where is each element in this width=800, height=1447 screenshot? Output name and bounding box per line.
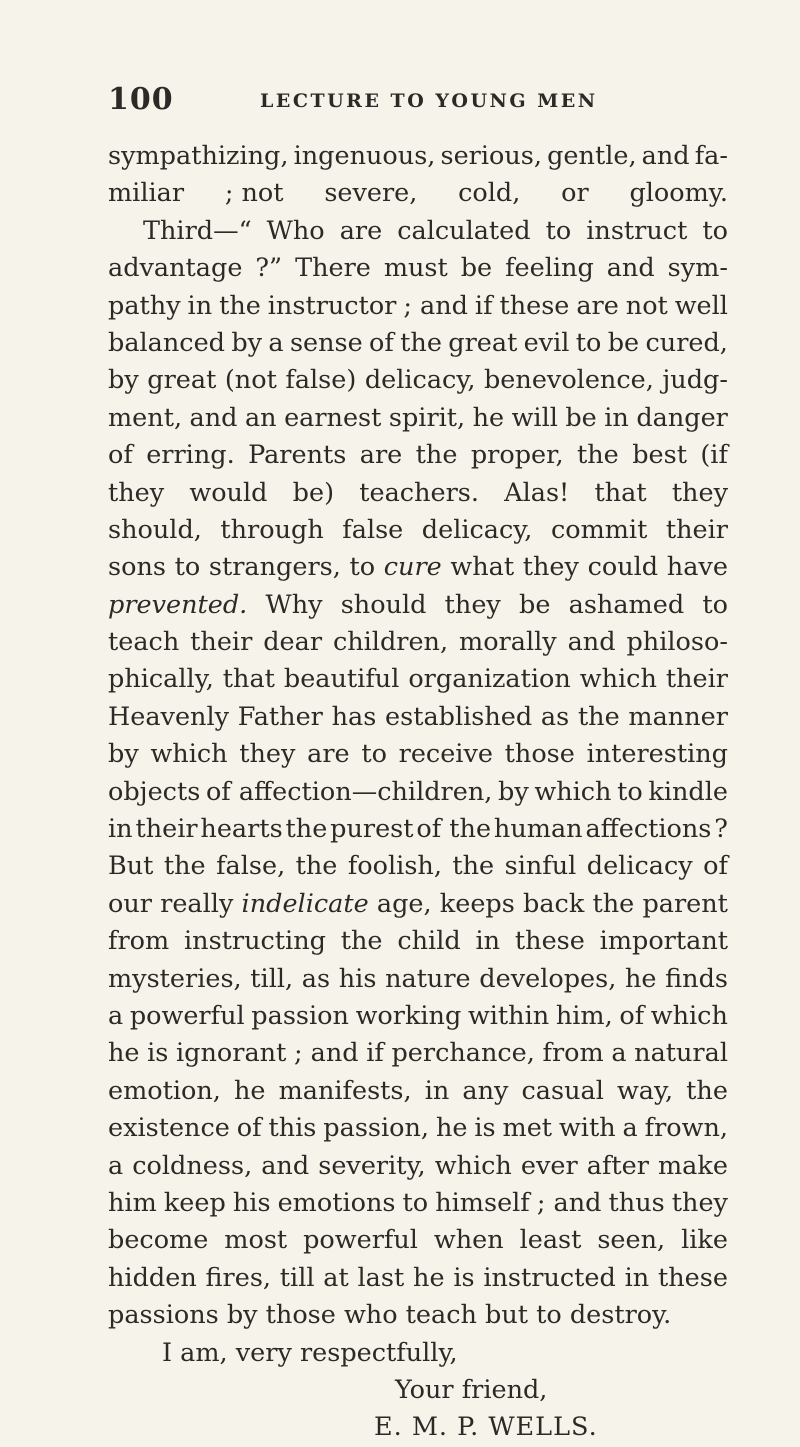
word: frown, — [644, 1113, 728, 1144]
word: these — [514, 926, 585, 957]
word: by — [231, 327, 263, 358]
text-line — [108, 886, 728, 923]
word: they — [108, 477, 165, 508]
word: severity, — [318, 1150, 426, 1181]
word: as — [540, 701, 570, 732]
word: Father — [237, 701, 323, 732]
word: ; and — [293, 1038, 359, 1069]
word: passion, — [323, 1113, 430, 1144]
word: like — [681, 1225, 728, 1256]
word: powerful — [303, 1225, 418, 1256]
word: they — [671, 477, 728, 508]
word: sympathizing, — [108, 141, 289, 171]
word: emotion, — [108, 1075, 221, 1106]
word: seen, — [597, 1225, 666, 1256]
word: strangers, — [208, 552, 341, 583]
word: till, — [250, 963, 294, 994]
word: be) — [292, 477, 335, 508]
word: delicacy — [586, 851, 693, 882]
word: which — [150, 739, 228, 770]
word: last — [357, 1262, 405, 1293]
word: to — [349, 552, 376, 583]
word: to — [402, 1187, 429, 1218]
word: false) — [285, 365, 357, 396]
text-line — [108, 961, 728, 998]
word: through — [220, 514, 324, 545]
word: till — [279, 1262, 315, 1293]
word: feeling — [505, 253, 594, 284]
word: will — [511, 402, 558, 433]
word: ?” — [255, 253, 283, 284]
word: his — [338, 963, 377, 994]
word: severe, — [324, 178, 418, 209]
word: instruct — [586, 215, 688, 246]
author-signature: E. M. P. WELLS. — [374, 1412, 598, 1443]
word: false, — [216, 851, 286, 882]
word: a — [611, 1038, 627, 1069]
word: their — [190, 627, 253, 658]
word: from — [108, 926, 170, 957]
text-line — [108, 362, 728, 399]
text-line — [108, 288, 728, 325]
word: age, — [376, 888, 432, 919]
word: foolish, — [347, 851, 442, 882]
closing-signoff: Your friend, — [395, 1374, 548, 1405]
word: himself — [435, 1187, 530, 1218]
word: become — [108, 1225, 209, 1256]
word: make — [657, 1150, 728, 1181]
word: a — [108, 1000, 124, 1031]
word: the — [340, 926, 383, 957]
body-text — [108, 138, 728, 1447]
word: is — [474, 1113, 496, 1144]
word: emotions — [277, 1187, 396, 1218]
word: thus — [608, 1187, 665, 1218]
word: receive — [398, 739, 493, 770]
word: could — [587, 552, 659, 583]
text-line — [108, 437, 728, 474]
word: finds — [665, 963, 728, 994]
word: to — [575, 327, 602, 358]
running-title: LECTURE TO YOUNG MEN — [260, 90, 598, 112]
text-line — [108, 1222, 728, 1259]
word: spirit, — [388, 402, 466, 433]
word: erring. — [146, 440, 235, 471]
word: be — [519, 589, 551, 620]
text-line — [108, 475, 728, 512]
word: teachers. — [359, 477, 479, 508]
text-line — [108, 1110, 728, 1147]
word: have — [666, 552, 728, 583]
word: of the — [416, 814, 492, 845]
word: in — [624, 1262, 650, 1293]
word: delicacy, — [421, 514, 533, 545]
word: they — [522, 552, 579, 583]
word: There — [295, 253, 371, 284]
word: Parents — [248, 440, 347, 471]
text-line — [108, 1073, 728, 1110]
text-line — [108, 512, 728, 549]
text-line — [108, 250, 728, 287]
text-line — [108, 774, 728, 811]
word: ; and — [536, 1187, 602, 1218]
word: if — [366, 1038, 384, 1069]
text-line — [108, 661, 728, 698]
word: benevolence, — [483, 365, 654, 396]
word: earnest — [284, 402, 382, 433]
word: to — [702, 215, 728, 246]
word: casual — [521, 1075, 604, 1106]
word: they — [671, 1187, 728, 1218]
word: morally — [459, 627, 557, 658]
word: which — [434, 1150, 512, 1181]
word: the — [577, 701, 620, 732]
word: back — [523, 888, 585, 919]
word: affections — [585, 814, 712, 845]
word: instructed — [483, 1262, 616, 1293]
word: proper, — [470, 440, 564, 471]
word: in — [424, 1075, 450, 1106]
word: him, — [555, 1000, 613, 1031]
word: by — [108, 739, 139, 770]
text-line — [108, 175, 728, 212]
text-line — [108, 325, 728, 362]
word: coldness, — [132, 1150, 253, 1181]
word: he — [435, 1113, 468, 1144]
word: the — [400, 327, 442, 358]
word: pathy — [108, 290, 181, 321]
word: manifests, — [278, 1075, 412, 1106]
word: of affection—children, — [205, 776, 493, 807]
word: ashamed — [568, 589, 685, 620]
word: teach — [108, 627, 180, 658]
word: he — [234, 1075, 266, 1106]
word: are — [576, 290, 619, 321]
word: serious, — [440, 141, 542, 171]
word: and — [261, 1150, 310, 1181]
word: and — [606, 253, 655, 284]
word: of — [619, 1000, 645, 1031]
word: to — [617, 776, 643, 807]
word: these — [499, 290, 570, 321]
word: within — [467, 1000, 550, 1031]
word: any — [462, 1075, 509, 1106]
word: delicacy, — [364, 365, 476, 396]
word: existence — [108, 1113, 230, 1144]
word: commit — [550, 514, 648, 545]
word: parent — [642, 888, 728, 919]
word: child — [397, 926, 461, 957]
word: ignorant — [176, 1038, 287, 1069]
word: be — [460, 253, 493, 284]
word: organization — [408, 664, 571, 695]
word: by — [498, 776, 529, 807]
word: which — [534, 776, 612, 807]
word: he — [108, 1038, 140, 1069]
word: to — [174, 552, 201, 583]
word: children, — [332, 627, 449, 658]
word: the — [686, 1075, 728, 1106]
word: great — [448, 327, 518, 358]
word: in — [108, 814, 133, 845]
word: must — [383, 253, 448, 284]
word: and — [189, 402, 238, 433]
word: the — [285, 814, 328, 845]
word: important — [599, 926, 728, 957]
word: their — [665, 664, 728, 695]
word: has — [331, 701, 377, 732]
word: sense — [289, 327, 363, 358]
text-line — [108, 998, 728, 1035]
text-line — [108, 138, 728, 175]
word: hidden — [108, 1262, 197, 1293]
word: which — [650, 1000, 728, 1031]
word: are — [307, 739, 350, 770]
word: passions by those who teach but to destroy. — [108, 1300, 672, 1331]
word: of — [108, 440, 133, 471]
word: great — [147, 365, 217, 396]
text-line — [108, 811, 728, 848]
word: that — [594, 477, 647, 508]
word: balanced — [108, 327, 226, 358]
word: best — [632, 440, 687, 471]
word: they — [239, 739, 296, 770]
word: purest — [330, 814, 414, 845]
word: a — [108, 1150, 124, 1181]
word: their — [135, 814, 198, 845]
word: is — [147, 1038, 169, 1069]
text-line — [108, 213, 728, 250]
word: gloomy. — [629, 178, 728, 209]
word: manner — [628, 701, 728, 732]
word: most — [224, 1225, 288, 1256]
word: indelicate — [241, 888, 369, 919]
word: sym- — [667, 253, 728, 284]
word: philoso- — [626, 627, 728, 658]
word: their — [665, 514, 728, 545]
word: the — [163, 851, 206, 882]
word: Alas! — [504, 477, 570, 508]
word: and — [567, 627, 616, 658]
word: false — [342, 514, 404, 545]
text-line — [108, 1035, 728, 1072]
word: he — [472, 402, 505, 433]
word: fa- — [694, 141, 728, 171]
word: miliar — [108, 178, 185, 209]
word: are — [359, 440, 403, 471]
running-head — [108, 82, 728, 122]
word: the — [577, 440, 619, 471]
text-line — [108, 587, 728, 624]
word: But — [108, 851, 154, 882]
word: which — [579, 664, 657, 695]
word: passion — [251, 1000, 349, 1031]
word: the — [592, 888, 635, 919]
word: those — [504, 739, 575, 770]
text-line — [108, 400, 728, 437]
word: Who — [266, 215, 325, 246]
word: judg- — [662, 365, 728, 396]
word: met — [502, 1113, 553, 1144]
word: gentle, — [547, 141, 637, 171]
word: kindle — [648, 776, 728, 807]
word: his — [232, 1187, 271, 1218]
word: danger — [636, 402, 728, 433]
word: not — [625, 290, 668, 321]
word: a — [622, 1113, 638, 1144]
word: way, — [616, 1075, 674, 1106]
word: to — [702, 589, 728, 620]
paragraph — [108, 138, 728, 1335]
word: ; not — [224, 178, 284, 209]
word: should — [340, 589, 427, 620]
word: is — [453, 1262, 475, 1293]
word: instructing — [183, 926, 326, 957]
word: well — [674, 290, 728, 321]
text-line — [108, 1260, 728, 1297]
word: what — [450, 552, 515, 583]
word: cure — [383, 552, 442, 583]
text-line — [108, 699, 728, 736]
word: in — [604, 402, 629, 433]
word: he — [624, 963, 657, 994]
word: developes, — [479, 963, 617, 994]
word: established — [385, 701, 533, 732]
word: nature — [385, 963, 471, 994]
word: as — [301, 963, 331, 994]
word: he — [413, 1262, 445, 1293]
word: working — [355, 1000, 462, 1031]
word: hearts — [200, 814, 283, 845]
word: are — [339, 215, 383, 246]
word: objects — [108, 776, 201, 807]
word: be — [607, 327, 640, 358]
word: perchance, — [391, 1038, 535, 1069]
word: Heavenly — [108, 701, 230, 732]
word: to — [361, 739, 387, 770]
word: cured, — [645, 327, 728, 358]
word: the — [415, 440, 458, 471]
word: keeps — [439, 888, 515, 919]
word: of — [703, 851, 728, 882]
word: our — [108, 888, 152, 919]
text-line — [108, 1185, 728, 1222]
word: instructor — [267, 290, 397, 321]
word: beautiful — [283, 664, 400, 695]
word: at — [323, 1262, 349, 1293]
closing-salutation: I am, very respectfully, — [162, 1337, 458, 1368]
word: by — [108, 365, 139, 396]
word: these — [657, 1262, 728, 1293]
word: keep — [163, 1187, 226, 1218]
word: and — [641, 141, 690, 171]
text-line — [108, 1148, 728, 1185]
word: after — [586, 1150, 649, 1181]
word: when — [433, 1225, 504, 1256]
text-line — [108, 923, 728, 960]
word: this — [268, 1113, 317, 1144]
word: (not — [224, 365, 277, 396]
word: or — [561, 178, 589, 209]
word: in — [475, 926, 501, 957]
word: human — [493, 814, 583, 845]
word: him — [108, 1187, 157, 1218]
word: with — [558, 1113, 616, 1144]
word: calculated — [397, 215, 531, 246]
word: of — [369, 327, 394, 358]
word: be — [565, 402, 597, 433]
word: in — [187, 290, 213, 321]
word: evil — [523, 327, 570, 358]
word: interesting — [586, 739, 728, 770]
word: that — [222, 664, 275, 695]
word: sons — [108, 552, 166, 583]
word: sinful — [504, 851, 577, 882]
word: the — [219, 290, 261, 321]
word: (if — [700, 440, 728, 471]
page-number: 100 — [108, 82, 174, 117]
word: should, — [108, 514, 202, 545]
word: ingenuous, — [293, 141, 436, 171]
word: cold, — [458, 178, 521, 209]
word: of — [236, 1113, 262, 1144]
word: phically, — [108, 664, 214, 695]
text-line — [108, 624, 728, 661]
word: prevented. — [108, 589, 248, 620]
word: Third—“ — [143, 215, 252, 246]
word: really — [160, 888, 234, 919]
word: ment, — [108, 402, 183, 433]
word: they — [444, 589, 501, 620]
word: dear — [263, 627, 323, 658]
text-line — [108, 736, 728, 773]
word: the — [452, 851, 495, 882]
word: if — [474, 290, 493, 321]
word: ever — [520, 1150, 578, 1181]
word: ; and — [403, 290, 468, 321]
word: mysteries, — [108, 963, 242, 994]
word: a — [268, 327, 284, 358]
word: ? — [714, 814, 728, 845]
text-line — [108, 848, 728, 885]
word: fires, — [205, 1262, 272, 1293]
word: to — [545, 215, 572, 246]
text-line — [108, 1297, 728, 1334]
text-line — [108, 549, 728, 586]
word: an — [244, 402, 277, 433]
word: Why — [265, 589, 323, 620]
word: would — [189, 477, 268, 508]
word: natural — [634, 1038, 728, 1069]
word: powerful — [129, 1000, 245, 1031]
word: least — [519, 1225, 582, 1256]
word: the — [295, 851, 338, 882]
word: advantage — [108, 253, 243, 284]
word: from — [542, 1038, 604, 1069]
